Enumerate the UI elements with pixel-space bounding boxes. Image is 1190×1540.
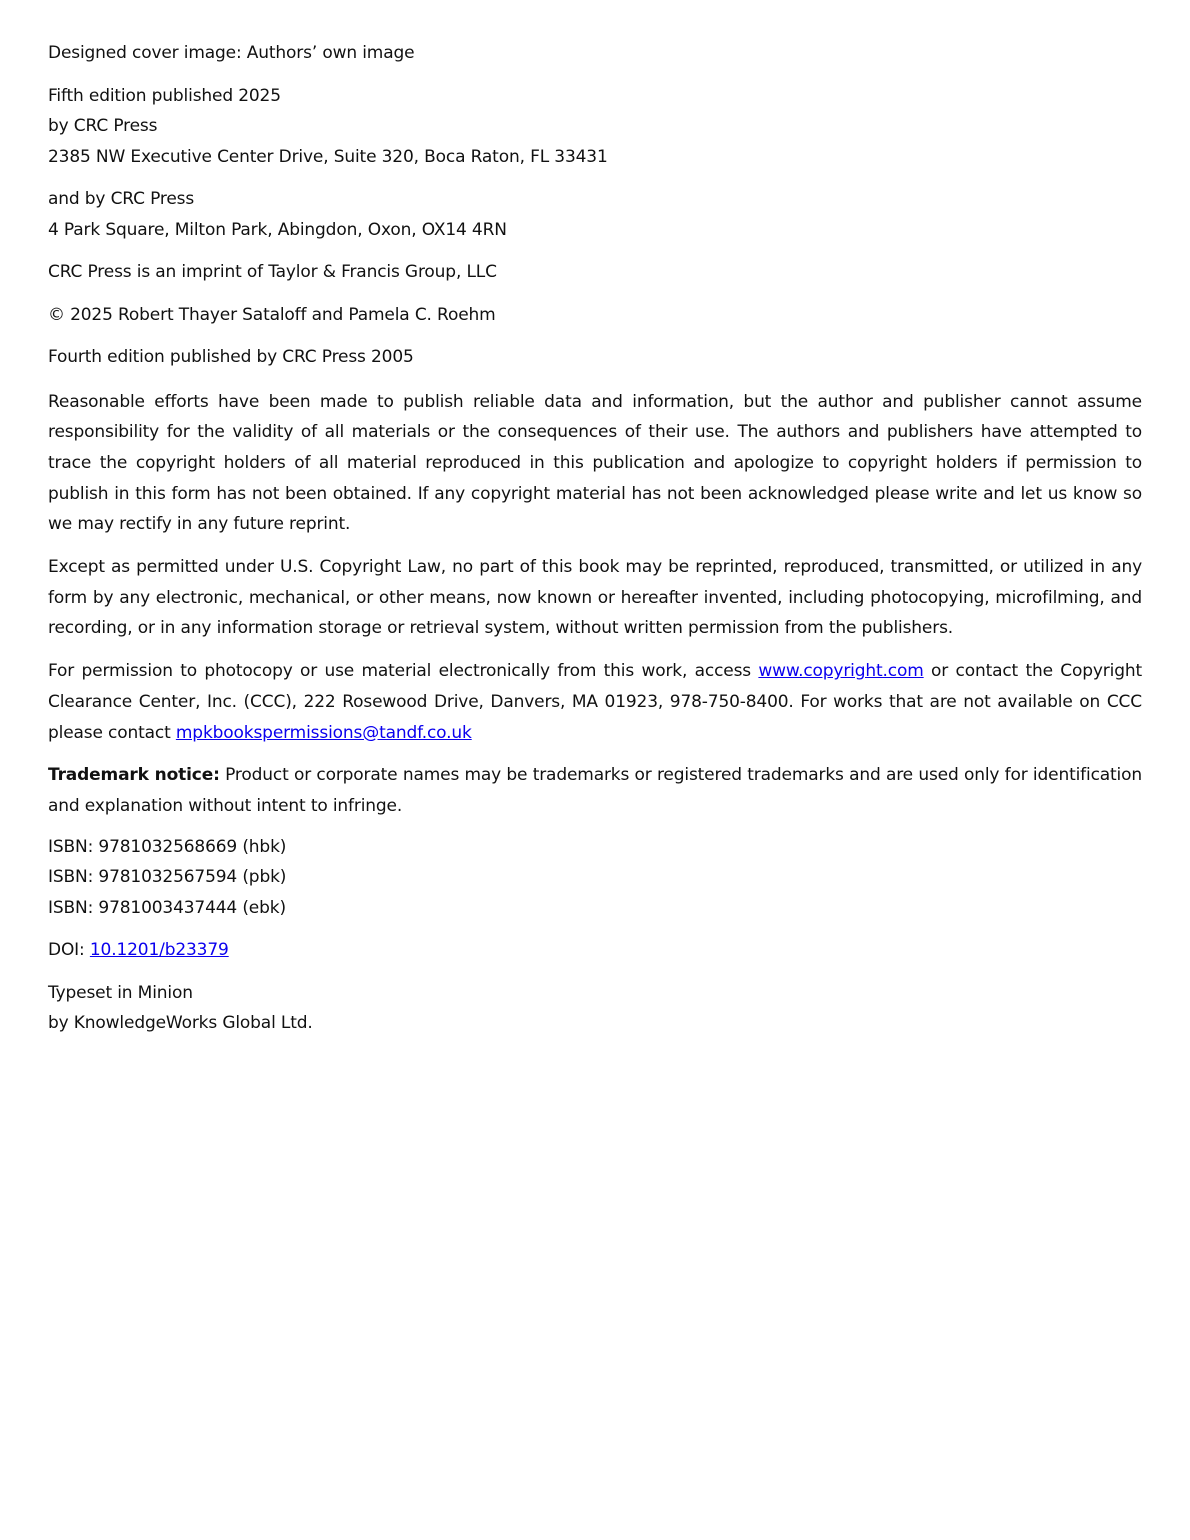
imprint-line: CRC Press is an imprint of Taylor & Francis Group, LLC [48, 262, 497, 282]
edition-line: Fifth edition published 2025 [48, 85, 281, 106]
isbn-hardback: ISBN: 9781032568669 (hbk) [48, 836, 287, 857]
copyright-line: © 2025 Robert Thayer Sataloff and Pamela C. Roehm [48, 304, 496, 325]
typesetter-line: by KnowledgeWorks Global Ltd. [48, 1013, 313, 1034]
isbn-ebook: ISBN: 9781003437444 (ebk) [48, 897, 286, 918]
permissions-text-middle: or contact the Copyright Clearance Center, Inc. (CCC), 222 Rosewood Drive, Danvers, MA 01923, 978-750-8400. For works that are not available on CCC please contact [48, 661, 1142, 743]
typeset-line: Typeset in Minion [48, 982, 193, 1003]
publisher-address-us: 2385 NW Executive Center Drive, Suite 320, Boca Raton, FL 33431 [48, 146, 608, 167]
trademark-label: Trademark notice: [48, 765, 220, 786]
doi-label: DOI: [48, 940, 90, 961]
permissions-paragraph [48, 656, 1142, 748]
previous-edition-line: Fourth edition published by CRC Press 2005 [48, 347, 414, 367]
copyright-page [48, 40, 1142, 1041]
doi-link[interactable]: 10.1201/b23379 [89, 940, 229, 961]
trademark-paragraph [48, 760, 1142, 821]
publisher-address-uk: 4 Park Square, Milton Park, Abingdon, Oxon, OX14 4RN [48, 219, 507, 240]
cover-credit: Designed cover image: Authors’ own image [48, 43, 415, 63]
rights-paragraph: Except as permitted under U.S. Copyright Law, no part of this book may be reprinted, reproduced, transmitted, or utilized in any form by any electronic, mechanical, or other means, now known or hereafter invented, including photocopying, microfilming, and recording, or in any information storage or retrieval system, without written permission from the publishers. [48, 557, 1142, 639]
doi-line [48, 937, 1142, 968]
publisher-line-uk: and by CRC Press [48, 189, 195, 209]
isbn-paperback: ISBN: 9781032567594 (pbk) [48, 867, 287, 888]
disclaimer-paragraph: Reasonable efforts have been made to publish reliable data and information, but the author and publisher cannot assume responsibility for the validity of all materials or the consequences of their use. The authors and publishers have attempted to trace the copyright holders of all material reproduced in this publication and apologize to copyright holders if permission to publish in this form has not been obtained. If any copyright material has not been acknowledged please write and let us know so we may rectify in any future reprint. [48, 391, 1142, 535]
permissions-text-before: For permission to photocopy or use material electronically from this work, access [48, 661, 759, 682]
trademark-text: Product or corporate names may be trademarks or registered trademarks and are used only for identification and explanation without intent to infringe. [48, 765, 1142, 816]
publisher-line: by CRC Press [48, 116, 158, 136]
permissions-email-link[interactable]: mpkbookspermissions@tandf.co.uk [175, 722, 472, 743]
copyright-link[interactable]: www.copyright.com [758, 661, 924, 682]
